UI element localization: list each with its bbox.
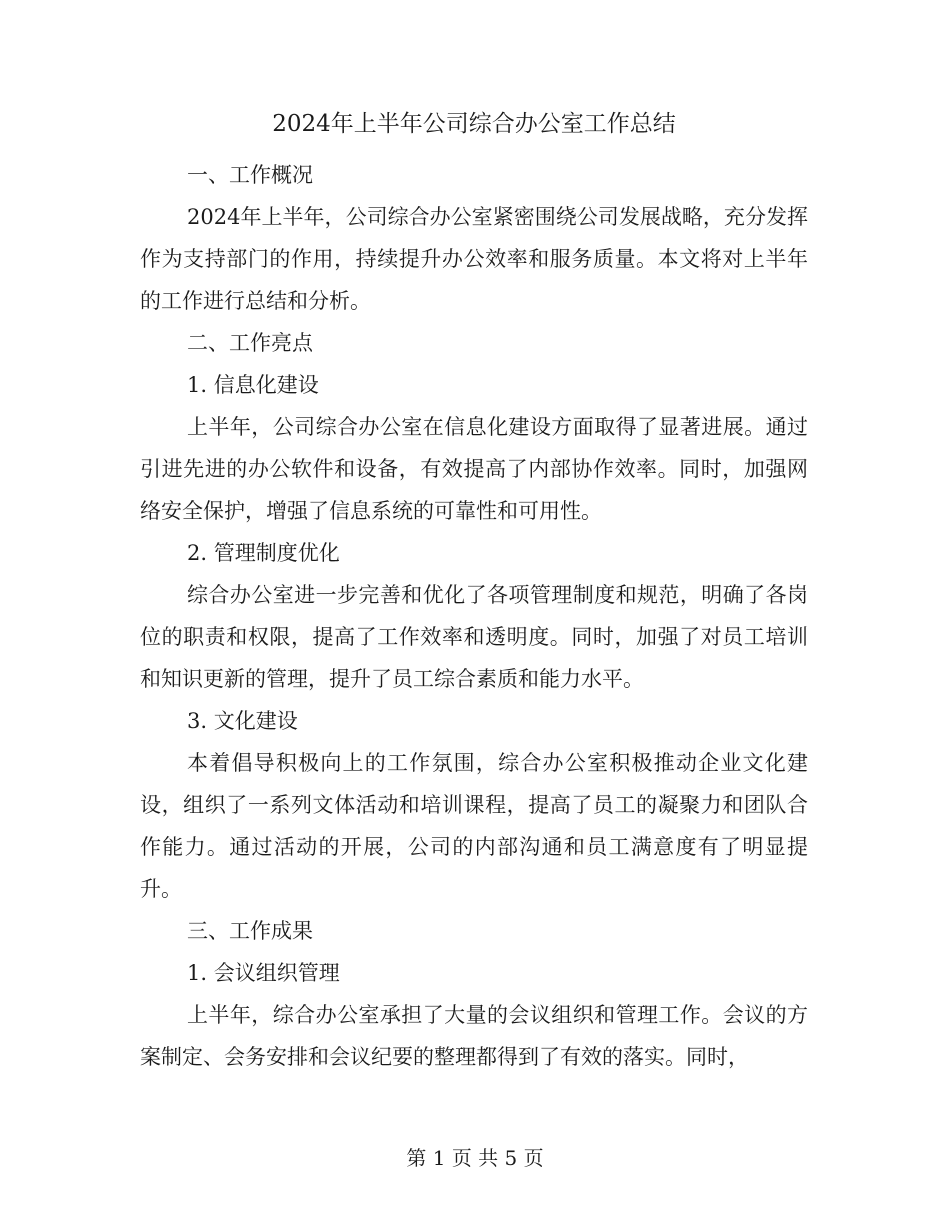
document-body [140, 104, 808, 1078]
paragraph-culture: 本着倡导积极向上的工作氛围，综合办公室积极推动企业文化建设，组织了一系列文体活动和培训课程，提高了员工的凝聚力和团队合作能力。通过活动的开展，公司的内部沟通和员工满意度有了明显提升。 [140, 751, 808, 901]
page-number: 第 1 页 共 5 页 [406, 1146, 544, 1170]
subheading-meeting-management: 1. 会议组织管理 [187, 961, 340, 985]
paragraph-informatization: 上半年，公司综合办公室在信息化建设方面取得了显著进展。通过引进先进的办公软件和设备，有效提高了内部协作效率。同时，加强网络安全保护，增强了信息系统的可靠性和可用性。 [140, 415, 808, 523]
subheading-informatization: 1. 信息化建设 [187, 373, 319, 397]
section-heading-results: 三、工作成果 [187, 919, 313, 943]
section-heading-overview: 一、工作概况 [187, 163, 313, 187]
section-heading-highlights: 二、工作亮点 [187, 331, 313, 355]
subheading-culture: 3. 文化建设 [187, 709, 298, 733]
paragraph-meeting-management: 上半年，综合办公室承担了大量的会议组织和管理工作。会议的方案制定、会务安排和会议纪要的整理都得到了有效的落实。同时， [140, 1003, 808, 1069]
paragraph-management-system: 综合办公室进一步完善和优化了各项管理制度和规范，明确了各岗位的职责和权限，提高了工作效率和透明度。同时，加强了对员工培训和知识更新的管理，提升了员工综合素质和能力水平。 [140, 583, 808, 691]
subheading-management-system: 2. 管理制度优化 [187, 541, 340, 565]
document-title: 2024年上半年公司综合办公室工作总结 [272, 111, 676, 137]
paragraph-overview: 2024年上半年，公司综合办公室紧密围绕公司发展战略，充分发挥作为支持部门的作用，持续提升办公效率和服务质量。本文将对上半年的工作进行总结和分析。 [140, 205, 808, 313]
